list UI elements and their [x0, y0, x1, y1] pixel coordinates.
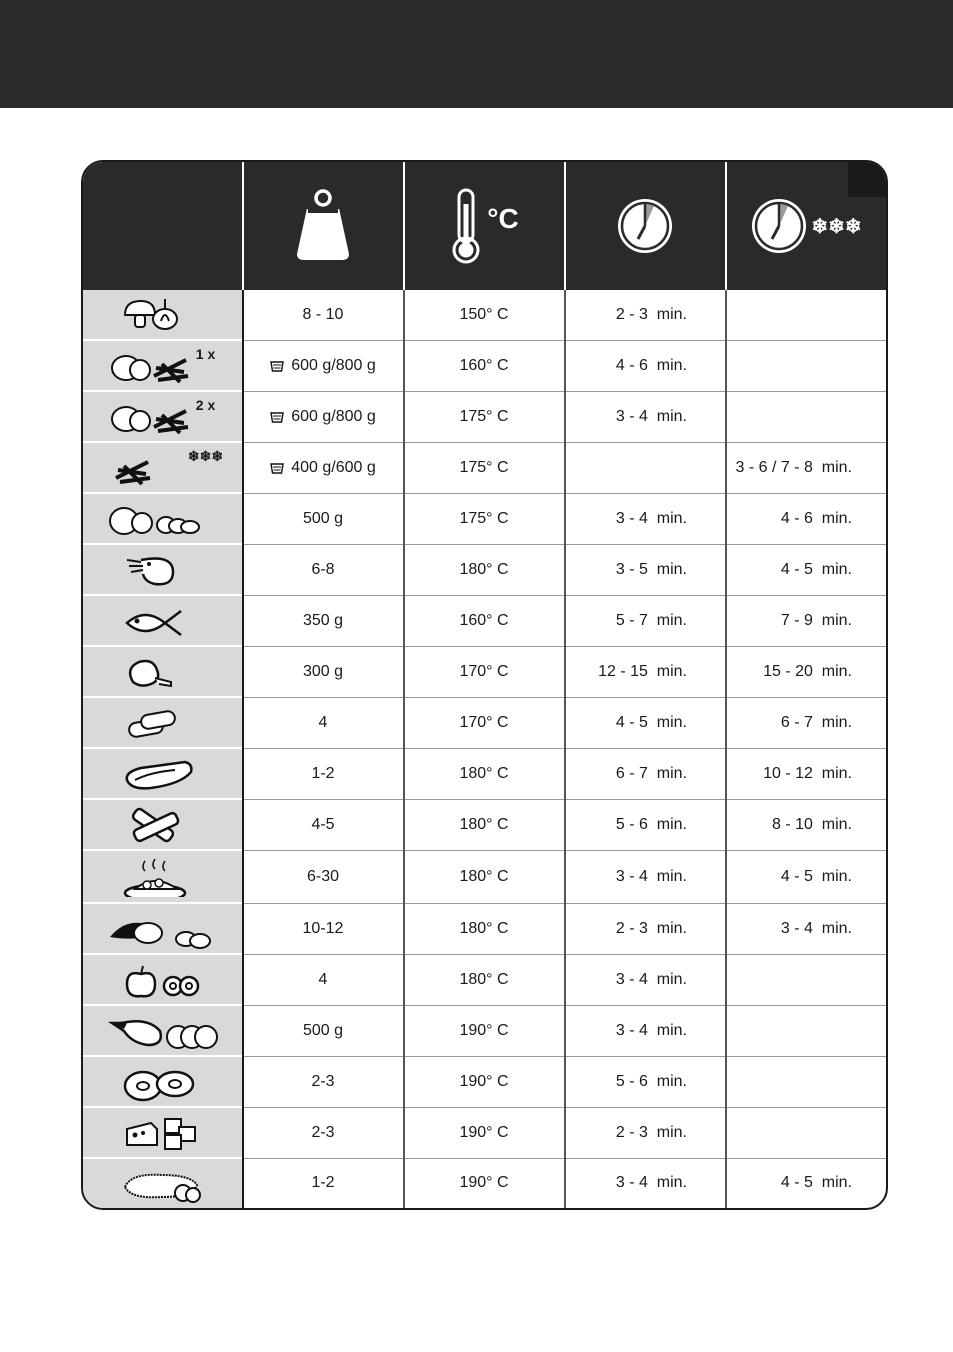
time-cell — [566, 391, 724, 442]
table-row — [83, 799, 886, 850]
frying-table — [81, 160, 888, 1210]
quantity-value: 400 g/600 g — [291, 458, 376, 476]
time-cell — [566, 595, 724, 646]
quantity-value: 4 — [318, 713, 328, 731]
food-icon-cell — [83, 442, 242, 493]
time-cell — [566, 850, 724, 903]
frozen-symbol: ❄❄❄ — [811, 215, 862, 238]
temperature-value: 160° C — [459, 356, 509, 374]
row-divider — [83, 849, 242, 851]
food-badge: 2 x — [195, 397, 216, 413]
quantity-value: 4-5 — [311, 815, 335, 833]
temperature-cell — [405, 442, 563, 493]
basket-icon — [270, 359, 284, 372]
doughnuts-icon — [121, 1062, 205, 1102]
quantity-cell — [244, 646, 402, 697]
header-frozen-time — [727, 162, 884, 290]
time-value: 2 - 3 min. — [615, 1123, 687, 1141]
food-badge: ❄❄❄ — [187, 448, 224, 464]
column-divider — [564, 290, 566, 1208]
time-value: 2 - 3 min. — [615, 306, 687, 323]
temperature-cell — [405, 799, 563, 850]
quantity-cell — [244, 748, 402, 799]
time-cell — [566, 340, 724, 391]
timer-icon — [615, 196, 675, 256]
frozen-time-cell — [727, 697, 884, 748]
temperature-value: 175° C — [459, 458, 509, 476]
time-cell — [566, 442, 724, 493]
frozen-time-value: 15 - 20 min. — [763, 662, 852, 680]
frozen-time-cell — [727, 290, 884, 340]
quantity-value: 2-3 — [311, 1072, 335, 1090]
top-banner — [0, 0, 953, 108]
schnitzel-icon — [121, 754, 205, 794]
frozen-time-cell — [727, 646, 884, 697]
temperature-cell — [405, 850, 563, 903]
time-value: 3 - 5 min. — [615, 560, 687, 578]
temperature-cell — [405, 1005, 563, 1056]
food-badge: 1 x — [195, 346, 216, 362]
frozen-time-cell — [727, 799, 884, 850]
temperature-value: 170° C — [459, 713, 509, 731]
temperature-cell — [405, 595, 563, 646]
quantity-cell — [244, 903, 402, 954]
temperature-cell — [405, 748, 563, 799]
thermometer-icon — [449, 186, 483, 266]
time-value: 3 - 4 min. — [615, 970, 687, 988]
frozen-time-value: 10 - 12 min. — [763, 764, 852, 782]
food-icon-cell — [83, 290, 242, 340]
quantity-value: 600 g/800 g — [291, 407, 376, 425]
table-row — [83, 391, 886, 442]
quantity-cell — [244, 340, 402, 391]
spring-rolls-icon — [121, 805, 205, 845]
temperature-value: 190° C — [459, 1072, 509, 1090]
temperature-value: 180° C — [459, 867, 509, 885]
quantity-cell — [244, 1056, 402, 1107]
potato-slices-icon — [108, 499, 218, 539]
table-row — [83, 290, 886, 340]
header-quantity — [244, 162, 402, 290]
table-row — [83, 1056, 886, 1107]
row-divider — [83, 594, 242, 596]
temperature-cell — [405, 697, 563, 748]
header-divider — [725, 162, 727, 290]
quantity-value: 1-2 — [311, 1174, 335, 1191]
frozen-time-cell — [727, 442, 884, 493]
quantity-value: 6-30 — [306, 867, 340, 885]
temperature-value: 170° C — [459, 662, 509, 680]
breaded-fillet-icon — [121, 1163, 205, 1203]
table-row — [83, 442, 886, 493]
quantity-value: 500 g — [302, 509, 344, 527]
temperature-cell — [405, 391, 563, 442]
temperature-value: 180° C — [459, 970, 509, 988]
temperature-value: 180° C — [459, 919, 509, 937]
frozen-fries-icon — [102, 448, 186, 488]
row-divider — [83, 747, 242, 749]
time-value: 3 - 4 min. — [615, 1174, 687, 1191]
temperature-value: 190° C — [459, 1123, 509, 1141]
temperature-value: 175° C — [459, 407, 509, 425]
temperature-cell — [405, 1158, 563, 1208]
temp-unit-label: °C — [487, 203, 519, 234]
time-value: 3 - 4 min. — [615, 509, 687, 527]
quantity-value: 2-3 — [311, 1123, 335, 1141]
food-icon-cell — [83, 1107, 242, 1158]
quantity-value: 8 - 10 — [302, 306, 344, 323]
food-icon-cell — [83, 493, 242, 544]
quantity-cell — [244, 697, 402, 748]
food-icon-cell — [83, 1158, 242, 1208]
frozen-time-cell — [727, 1158, 884, 1208]
quantity-value: 350 g — [302, 611, 344, 629]
frozen-time-value: 8 - 10 min. — [771, 815, 852, 833]
row-divider — [83, 339, 242, 341]
time-value: 6 - 7 min. — [615, 764, 687, 782]
temperature-value: 190° C — [459, 1174, 509, 1191]
frozen-time-value: 3 - 6 / 7 - 8 min. — [735, 458, 852, 476]
quantity-cell — [244, 1107, 402, 1158]
quantity-cell — [244, 391, 402, 442]
row-divider — [83, 441, 242, 443]
frozen-time-cell — [727, 391, 884, 442]
time-cell — [566, 1056, 724, 1107]
temperature-cell — [405, 1056, 563, 1107]
time-cell — [566, 903, 724, 954]
hot-snacks-icon — [121, 857, 205, 897]
header-time — [566, 162, 724, 290]
potato-fries-1x-icon — [110, 346, 194, 386]
table-row — [83, 954, 886, 1005]
frozen-time-value: 4 - 5 min. — [780, 867, 852, 885]
quantity-value: 10-12 — [302, 919, 344, 937]
mushroom-onion-icon — [121, 295, 205, 335]
row-divider — [83, 543, 242, 545]
croquettes-icon — [121, 703, 205, 743]
table-row — [83, 544, 886, 595]
weight-icon — [288, 186, 358, 266]
time-cell — [566, 748, 724, 799]
quantity-cell — [244, 544, 402, 595]
frozen-time-value: 6 - 7 min. — [780, 713, 852, 731]
table-row — [83, 697, 886, 748]
frozen-time-cell — [727, 903, 884, 954]
potato-fries-2x-icon — [110, 397, 194, 437]
food-icon-cell — [83, 646, 242, 697]
time-value: 5 - 6 min. — [615, 815, 687, 833]
time-cell — [566, 290, 724, 340]
row-divider — [83, 696, 242, 698]
temperature-value: 180° C — [459, 764, 509, 782]
food-icon-cell — [83, 544, 242, 595]
frozen-time-value: 4 - 5 min. — [780, 1174, 852, 1191]
header-divider — [564, 162, 566, 290]
table-header — [83, 162, 886, 290]
apple-rings-icon — [121, 960, 205, 1000]
quantity-value: 300 g — [302, 662, 344, 680]
food-icon-cell — [83, 748, 242, 799]
fish-icon — [121, 601, 205, 641]
table-row — [83, 1005, 886, 1056]
time-value: 3 - 4 min. — [615, 867, 687, 885]
quantity-cell — [244, 954, 402, 1005]
time-value: 3 - 4 min. — [615, 1021, 687, 1039]
food-icon-cell — [83, 903, 242, 954]
quantity-value: 1-2 — [311, 764, 335, 782]
quantity-cell — [244, 1158, 402, 1208]
time-value: 5 - 6 min. — [615, 1072, 687, 1090]
food-icon-cell — [83, 954, 242, 1005]
frozen-time-cell — [727, 748, 884, 799]
temperature-cell — [405, 340, 563, 391]
temperature-cell — [405, 646, 563, 697]
frozen-time-value: 4 - 6 min. — [780, 509, 852, 527]
food-icon-cell — [83, 1005, 242, 1056]
temperature-cell — [405, 1107, 563, 1158]
temperature-cell — [405, 290, 563, 340]
row-divider — [83, 492, 242, 494]
chicken-icon — [121, 652, 205, 692]
frozen-time-cell — [727, 340, 884, 391]
food-icon-cell — [83, 340, 242, 391]
cheese-icon — [121, 1113, 205, 1153]
table-row — [83, 748, 886, 799]
row-divider — [83, 1157, 242, 1159]
temperature-value: 180° C — [459, 815, 509, 833]
frozen-time-cell — [727, 1107, 884, 1158]
quantity-cell — [244, 290, 402, 340]
time-value: 12 - 15 min. — [598, 662, 687, 680]
time-value: 5 - 7 min. — [615, 611, 687, 629]
row-divider — [83, 1055, 242, 1057]
table-row — [83, 850, 886, 903]
table-row — [83, 1158, 886, 1208]
frozen-time-cell — [727, 493, 884, 544]
temperature-value: 175° C — [459, 509, 509, 527]
food-icon-cell — [83, 391, 242, 442]
food-icon-cell — [83, 850, 242, 903]
column-divider — [725, 290, 727, 1208]
time-cell — [566, 493, 724, 544]
column-divider — [403, 290, 405, 1208]
quantity-value: 500 g — [302, 1021, 344, 1039]
time-cell — [566, 1005, 724, 1056]
table-row — [83, 340, 886, 391]
food-icon-cell — [83, 697, 242, 748]
quantity-cell — [244, 799, 402, 850]
basket-icon — [270, 410, 284, 423]
column-divider — [242, 290, 244, 1208]
frozen-time-cell — [727, 544, 884, 595]
header-divider — [242, 162, 244, 290]
time-cell — [566, 544, 724, 595]
time-cell — [566, 1107, 724, 1158]
time-cell — [566, 954, 724, 1005]
frozen-time-cell — [727, 954, 884, 1005]
quantity-cell — [244, 442, 402, 493]
eggplant-slices-icon — [108, 1011, 218, 1051]
quantity-cell — [244, 1005, 402, 1056]
row-divider — [83, 1004, 242, 1006]
frozen-time-cell — [727, 1056, 884, 1107]
time-cell — [566, 799, 724, 850]
frozen-time-cell — [727, 595, 884, 646]
time-cell — [566, 697, 724, 748]
frozen-time-value: 7 - 9 min. — [780, 611, 852, 629]
food-icon-cell — [83, 799, 242, 850]
temperature-value: 180° C — [459, 560, 509, 578]
frozen-time-cell — [727, 850, 884, 903]
frozen-time-value: 3 - 4 min. — [780, 919, 852, 937]
timer-frozen-icon — [749, 196, 809, 256]
time-value: 3 - 4 min. — [615, 407, 687, 425]
row-divider — [83, 902, 242, 904]
time-cell — [566, 646, 724, 697]
temperature-value: 160° C — [459, 611, 509, 629]
shrimp-icon — [121, 550, 205, 590]
row-divider — [83, 390, 242, 392]
quantity-value: 600 g/800 g — [291, 356, 376, 374]
table-row — [83, 595, 886, 646]
temperature-cell — [405, 903, 563, 954]
table-row — [83, 903, 886, 954]
quantity-cell — [244, 493, 402, 544]
mussels-icon — [108, 909, 218, 949]
temperature-value: 150° C — [459, 306, 509, 323]
row-divider — [83, 1106, 242, 1108]
quantity-value: 4 — [318, 970, 328, 988]
frozen-time-value: 4 - 5 min. — [780, 560, 852, 578]
temperature-cell — [405, 954, 563, 1005]
food-icon-cell — [83, 595, 242, 646]
row-divider — [83, 645, 242, 647]
table-row — [83, 646, 886, 697]
quantity-cell — [244, 850, 402, 903]
quantity-value: 6-8 — [311, 560, 335, 578]
time-value: 4 - 6 min. — [615, 356, 687, 374]
quantity-cell — [244, 595, 402, 646]
temperature-value: 190° C — [459, 1021, 509, 1039]
header-divider — [403, 162, 405, 290]
basket-icon — [270, 461, 284, 474]
food-icon-cell — [83, 1056, 242, 1107]
temperature-cell — [405, 493, 563, 544]
row-divider — [83, 953, 242, 955]
row-divider — [83, 798, 242, 800]
table-row — [83, 1107, 886, 1158]
time-value: 4 - 5 min. — [615, 713, 687, 731]
temperature-cell — [405, 544, 563, 595]
header-temperature — [405, 162, 563, 290]
time-value: 2 - 3 min. — [615, 919, 687, 937]
table-row — [83, 493, 886, 544]
frozen-time-cell — [727, 1005, 884, 1056]
time-cell — [566, 1158, 724, 1208]
